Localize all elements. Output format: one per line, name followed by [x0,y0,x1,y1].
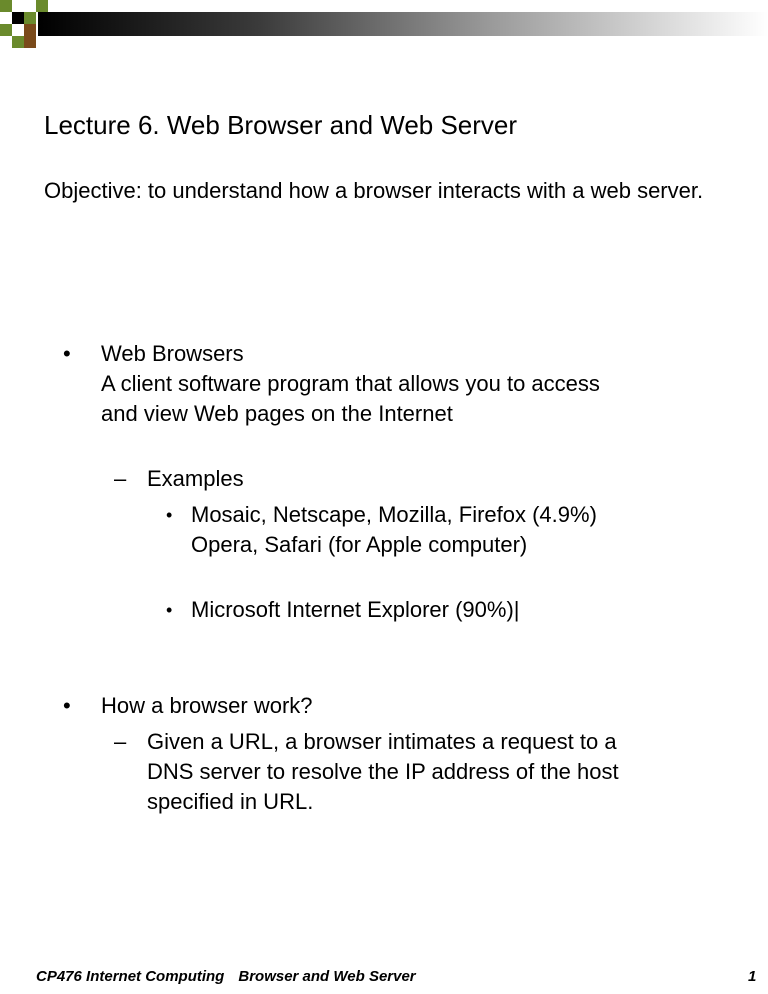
header-gradient-bar [38,12,768,36]
sub-bullet-line: DNS server to resolve the IP address of the host [147,759,619,784]
bullet-text-line: and view Web pages on the Internet [101,401,453,426]
sub-bullet-line: Given a URL, a browser intimates a request to a [147,729,617,754]
footer-course-info [36,968,416,985]
bullet-marker: • [63,693,71,718]
logo-square-green-2 [24,12,36,24]
footer-course: CP476 Internet Computing [36,968,225,985]
bullet-marker: • [63,341,71,366]
small-bullet-marker: • [166,505,173,525]
bullet-text-line: A client software program that allows you to access [101,371,600,396]
footer-topic: Browser and Web Server [238,968,416,985]
dash-marker: – [114,729,127,754]
sub-bullet-examples: Examples [147,466,244,491]
sub-bullet-url-resolution [147,727,619,817]
small-bullet-marker: • [166,600,173,620]
slide-objective: Objective: to understand how a browser interacts with a web server. [44,178,704,203]
example-item: Microsoft Internet Explorer (90%)| [191,597,520,622]
logo-square-green-3 [36,0,48,12]
example-item [191,500,597,560]
slide-title: Lecture 6. Web Browser and Web Server [44,110,518,140]
header-decoration [0,0,768,52]
logo-square-brown-2 [24,36,36,48]
logo-square-black-1 [12,12,24,24]
logo-square-green-4 [0,24,12,36]
logo-square-brown-1 [24,24,36,36]
logo-square-green-1 [0,0,12,12]
bullet-how-browser-works: How a browser work? [101,693,313,718]
example-line: Mosaic, Netscape, Mozilla, Firefox (4.9%) [191,502,597,527]
bullet-heading: Web Browsers [101,341,244,366]
dash-marker: – [114,466,127,491]
example-line: Opera, Safari (for Apple computer) [191,532,528,557]
footer-page-number: 1 [748,968,757,985]
bullet-web-browsers [101,339,600,429]
sub-bullet-line: specified in URL. [147,789,314,814]
logo-square-green-5 [12,36,24,48]
